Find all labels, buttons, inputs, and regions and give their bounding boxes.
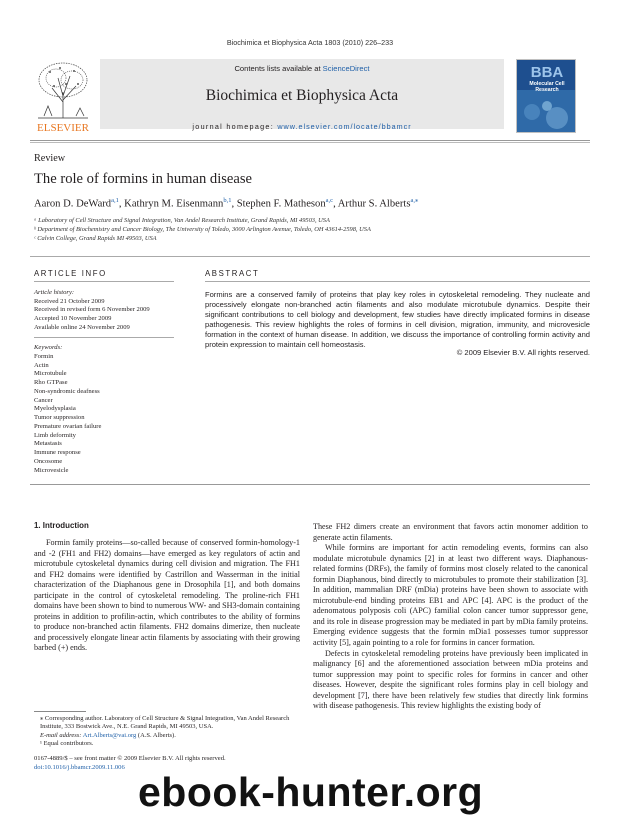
abstract-copyright: © 2009 Elsevier B.V. All rights reserved. xyxy=(456,348,590,357)
history-item: Received 21 October 2009 xyxy=(34,297,105,305)
email-link[interactable]: Art.Alberts@vai.org xyxy=(82,731,137,739)
keyword-item: Formin xyxy=(34,352,54,360)
header-rule-thin xyxy=(30,142,590,143)
corresponding-author-note: ⁎ Corresponding author. Laboratory of Cell Structure & Signal Integration, Van Andel Research Institute, 333 Bostwick Ave., N.E. Grand Rapids, MI 49503, USA. xyxy=(40,715,290,731)
watermark-text: ebook-hunter.org xyxy=(138,769,484,815)
keyword-item: Oncosome xyxy=(34,457,63,465)
body-paragraph: While formins are important for actin remodeling events, formins can also modulate microtubule dynamics [2] in at least two different ways. Diaphanous-related formins (DRFs), the family of formins most closely related to the canonical formin Diaphanous, bind directly to microtubules to promote their stabilization [3]. In addition, mammalian DRF (mDia) proteins have been shown to associate with microtubule-end binding proteins EB1 and APC [4]. APC is the product of the adenomatous polyposis coli (APC) familial colon cancer tumor suppressor gene, and its role in disease progression may be mediated in part by mDia family proteins. Emerging evidence suggests that the formin mDia1 possesses tumor suppressor activity [5], again pointing to a role for formins in cancer formation. xyxy=(313,543,588,648)
author-list xyxy=(34,196,418,210)
keyword-item: Limb deformity xyxy=(34,431,76,439)
footnotes xyxy=(34,715,302,749)
journal-homepage xyxy=(100,122,504,131)
affiliation-c: ᶜ Calvin College, Grand Rapids MI 49503, USA xyxy=(34,235,157,242)
author-affiliation-marker[interactable]: a,⁎ xyxy=(410,197,419,204)
journal-name: Biochimica et Biophysica Acta xyxy=(205,87,399,104)
history-item: Available online 24 November 2009 xyxy=(34,323,130,331)
keyword-item: Myelodysplasia xyxy=(34,405,76,413)
footnote-rule xyxy=(34,711,86,712)
sciencedirect-link[interactable]: ScienceDirect xyxy=(322,64,370,73)
contents-line xyxy=(100,64,504,73)
body-paragraph: These FH2 dimers create an environment that favors actin monomer addition to generate actin filaments. xyxy=(313,522,588,542)
history-item: Accepted 10 November 2009 xyxy=(34,315,112,323)
keyword-item: Actin xyxy=(34,361,49,369)
body-column-right xyxy=(313,522,588,712)
keyword-item: Non-syndromic deafness xyxy=(34,387,100,395)
keyword-item: Microtubule xyxy=(34,370,67,378)
journal-reference: Biochimica et Biophysica Acta 1803 (2010) 226–233 xyxy=(226,38,394,47)
doi-link[interactable]: doi:10.1016/j.bbamcr.2009.11.006 xyxy=(34,763,125,771)
keyword-item: Immune response xyxy=(34,449,81,456)
email-suffix: (A.S. Alberts). xyxy=(136,731,176,739)
history-item: Received in revised form 6 November 2009 xyxy=(34,306,150,314)
author-affiliation-marker[interactable]: a,1 xyxy=(111,197,119,204)
body-paragraph: Defects in cytoskeletal remodeling proteins have previously been implicated in malignancy [6] and the aforementioned association between mDia proteins and tumor suppression may point to specific roles for formins in cancer and other diseases. However, despite the significant roles formins play in cell biology and development [7], there have been relatively few studies that directly link formins with disease pathogenesis. This review highlights the existing body of xyxy=(313,648,588,711)
affiliation-a: ᵃ Laboratory of Cell Structure and Signal Integration, Van Andel Research Institute, Grand Rapids, MI 49503, USA xyxy=(34,217,330,224)
author-name: Stephen F. Matheson xyxy=(236,198,326,210)
keyword-item: Cancer xyxy=(34,396,53,404)
equal-contribution-note: ¹ Equal contributors. xyxy=(40,740,94,748)
keyword-item: Metastasis xyxy=(34,440,62,448)
header-rule xyxy=(30,140,590,141)
author-separator: , xyxy=(333,198,338,210)
article-history xyxy=(34,289,199,333)
author-name: Kathryn M. Eisenmann xyxy=(124,198,224,210)
author-name: Arthur S. Alberts xyxy=(337,198,411,210)
affiliation-b: ᵇ Department of Biochemistry and Cancer Biology, The University of Toledo, 3000 Arlington Avenue, Toledo, OH 43614-2598, USA xyxy=(34,226,371,233)
abstract-rule xyxy=(205,281,590,282)
body-column-left xyxy=(34,538,300,654)
issn-line: 0167-4889/$ – see front matter © 2009 Elsevier B.V. All rights reserved. xyxy=(34,755,226,762)
article-info-rule xyxy=(34,281,174,282)
abstract-heading: ABSTRACT xyxy=(205,269,260,278)
keyword-item: Tumor suppression xyxy=(34,414,85,421)
front-matter-rule xyxy=(30,484,590,485)
article-info-heading: ARTICLE INFO xyxy=(34,269,107,278)
keyword-item: Rho GTPase xyxy=(34,379,68,386)
section-heading-introduction: 1. Introduction xyxy=(34,521,89,530)
homepage-prefix: journal homepage: xyxy=(192,122,278,131)
contents-prefix: Contents lists available at xyxy=(234,64,323,73)
keyword-item: Microvesicle xyxy=(34,466,69,474)
author-affiliation-marker[interactable]: a,c xyxy=(325,197,334,204)
elsevier-tree-icon xyxy=(30,58,96,134)
history-label: Article history: xyxy=(34,289,75,296)
author-separator: , xyxy=(118,198,125,210)
author-separator: , xyxy=(231,198,237,210)
article-title: The role of formins in human disease xyxy=(34,171,253,187)
keywords-list xyxy=(34,344,199,475)
author-affiliation-marker[interactable]: b,1 xyxy=(223,197,232,204)
keywords-label: Keywords: xyxy=(34,344,63,351)
body-paragraph: Formin family proteins—so-called because of conserved formin-homology-1 and -2 (FH1 and FH2) domains—have emerged as key regulators of actin and microtubule cytoskeletal dynamics during cell division and migration. The FH1 and FH2 domains were identified by Castrillon and Wasserman in the initial characterization of the Diaphanous gene in Drosophila [1], and both domains participate in the control of cytoskeletal remodeling. The proline-rich FH1 domains have been shown to bind to numerous WW- and SH3-domain containing proteins in addition to profilin-actin, which contributes to the ability of formins to produce non-branched actin filaments. FH2 domains dimerize, then nucleate and processively elongate linear actin filaments by associating with their growing barbed (+) ends. xyxy=(34,538,300,653)
cover-title: BBA xyxy=(530,64,564,81)
article-type: Review xyxy=(34,153,66,164)
abstract-text: Formins are a conserved family of proteins that play key roles in cytoskeletal remodeling. They nucleate and processively elongate non-branched actin filaments and also modulate microtubule dynamics. Despite their significant contributions to cell biology and development, few studies have directly implicated formins in disease pathogenesis. This review highlights the roles of formins in cell division, migration, immunity, and microvesicle formation in the context of human disease. In addition, we discuss the importance of controlling formin activity and protein expression to maintain cell homeostasis. xyxy=(205,290,590,349)
keyword-item: Premature ovarian failure xyxy=(34,422,102,430)
cover-subtitle-1: Molecular Cell xyxy=(529,81,565,87)
cover-subtitle-2: Research xyxy=(535,87,559,93)
keywords-rule xyxy=(34,337,174,338)
email-note xyxy=(34,732,302,740)
homepage-link[interactable]: www.elsevier.com/locate/bbamcr xyxy=(277,122,412,131)
elsevier-wordmark: ELSEVIER xyxy=(37,122,89,134)
email-label: E-mail address: xyxy=(40,731,82,739)
section-rule xyxy=(30,256,590,257)
journal-cover-image xyxy=(516,59,576,133)
author-name: Aaron D. DeWard xyxy=(34,198,112,210)
elsevier-logo xyxy=(30,58,96,134)
